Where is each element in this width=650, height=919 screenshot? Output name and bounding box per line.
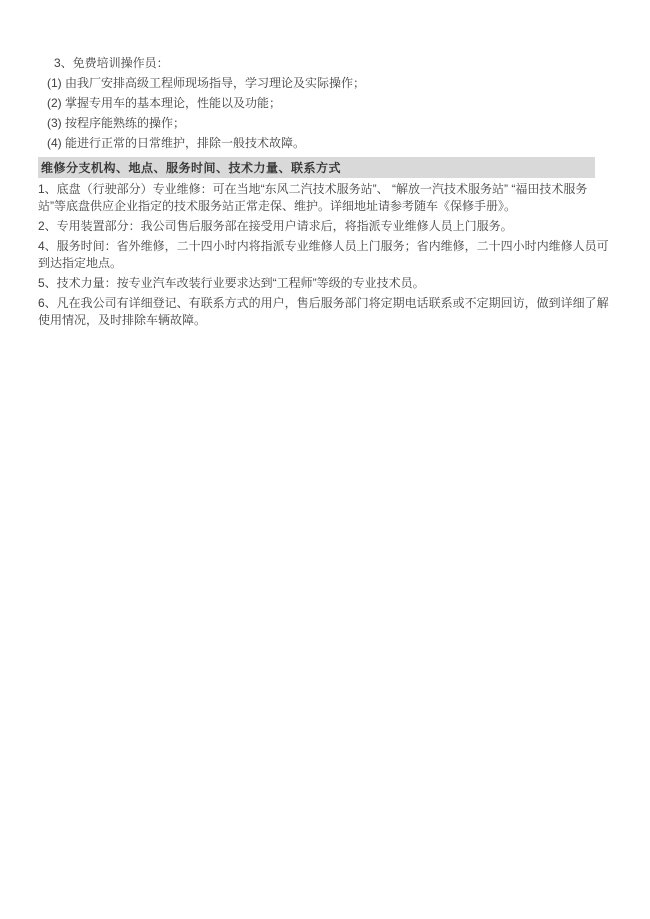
training-section-title: 3、免费培训操作员：	[54, 56, 169, 70]
training-item-1: (1) 由我厂安排高级工程师现场指导，学习理论及实际操作；	[47, 76, 366, 90]
training-item-2: (2) 掌握专用车的基本理论，性能以及功能；	[47, 96, 282, 110]
training-item-4: (4) 能进行正常的日常维护，排除一般技术故障。	[47, 136, 306, 150]
training-item-3: (3) 按程序能熟练的操作；	[47, 116, 186, 130]
service-item-follow-up: 6、凡在我公司有详细登记、有联系方式的用户，售后服务部门将定期电话联系或不定期回访，做到详细了解使用情况，及时排除车辆故障。	[38, 296, 609, 327]
training-section	[47, 53, 612, 153]
service-section	[38, 181, 612, 329]
service-item-special-equipment: 2、专用装置部分：我公司售后服务部在接受用户请求后，将指派专业维修人员上门服务。	[38, 219, 513, 233]
service-item-chassis: 1、底盘（行驶部分）专业维修：可在当地“东风二汽技术服务站”、 “解放一汽技术服务站” “福田技术服务站”等底盘供应企业指定的技术服务站正常走保、维护。详细地址请参考随车《保修手册》。	[38, 182, 588, 213]
service-section-header: 维修分支机构、地点、服务时间、技术力量、联系方式	[38, 157, 595, 178]
service-item-technical-strength: 5、技术力量：按专业汽车改装行业要求达到“工程师”等级的专业技术员。	[38, 276, 425, 290]
service-item-service-time: 4、服务时间：省外维修，二十四小时内将指派专业维修人员上门服务；省内维修，二十四小时内维修人员可到达指定地点。	[38, 239, 609, 270]
